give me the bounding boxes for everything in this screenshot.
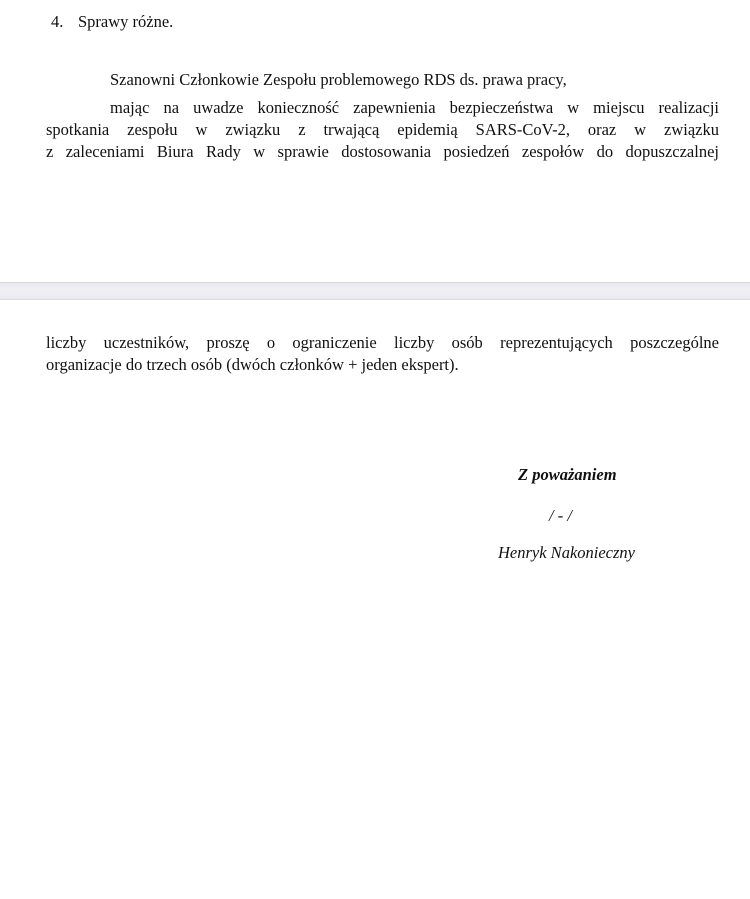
letter-salutation: Szanowni Członkowie Zespołu problemowego RDS ds. prawa pracy, xyxy=(110,70,567,89)
letter-body-line: z zaleceniami Biura Rady w sprawie dostosowania posiedzeń zespołów do dopuszczalnej xyxy=(46,142,719,161)
letter-body-line: liczby uczestników, proszę o ograniczenie liczby osób reprezentujących poszczególne xyxy=(46,333,719,352)
agenda-item xyxy=(51,12,173,32)
signature-name: Henryk Nakonieczny xyxy=(498,543,635,562)
agenda-item-text: Sprawy różne. xyxy=(78,12,174,31)
signature-mark: / - / xyxy=(549,506,572,525)
page-separator xyxy=(0,282,750,300)
document-page-1 xyxy=(0,0,750,282)
letter-body-line: mając na uwadze konieczność zapewnienia bezpieczeństwa w miejscu realizacji xyxy=(110,98,719,117)
letter-body-line: organizacje do trzech osób (dwóch członków + jeden ekspert). xyxy=(46,355,459,374)
document-page-2 xyxy=(0,300,750,899)
agenda-item-number: 4. xyxy=(51,12,64,31)
letter-body-line: spotkania zespołu w związku z trwającą epidemią SARS-CoV-2, oraz w związku xyxy=(46,120,719,139)
signature-closing: Z poważaniem xyxy=(518,465,617,484)
